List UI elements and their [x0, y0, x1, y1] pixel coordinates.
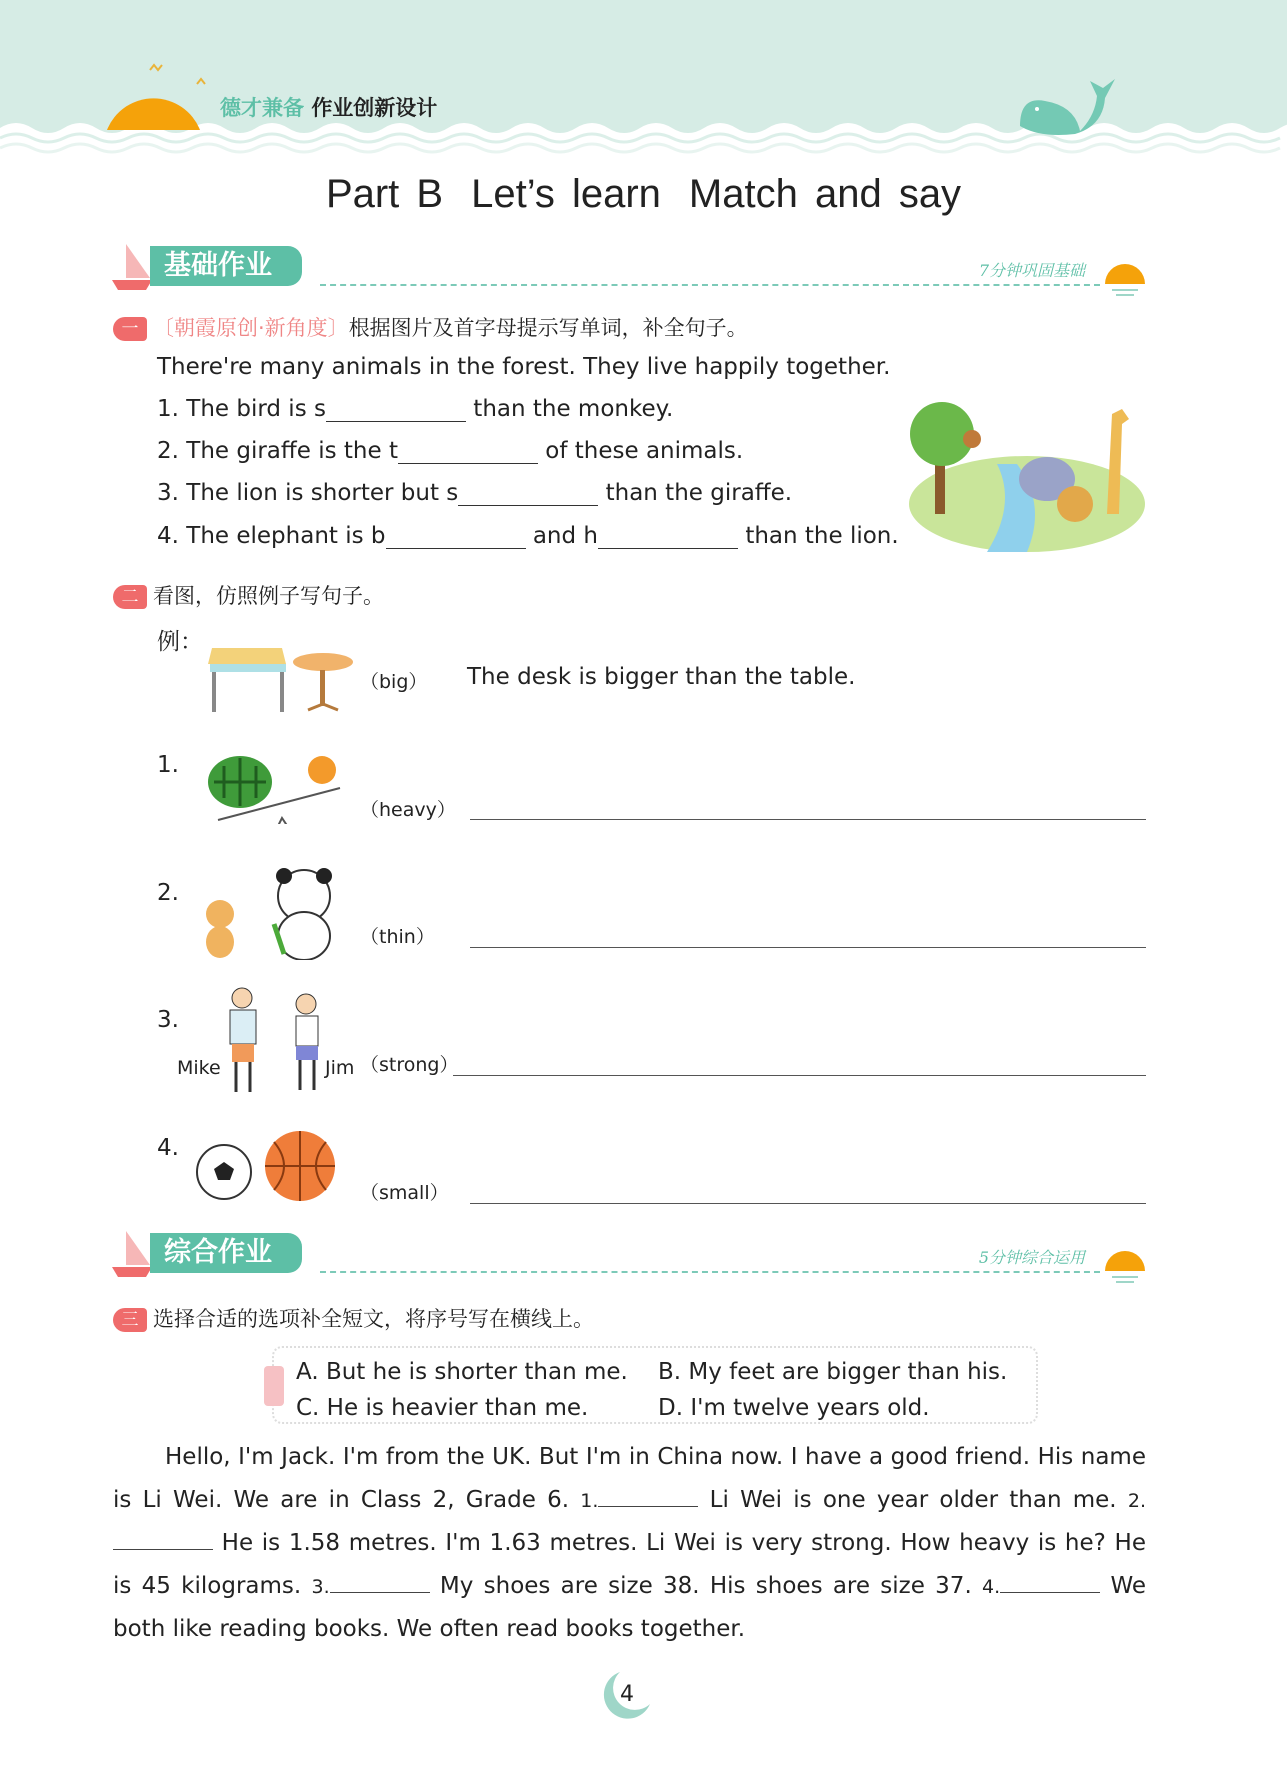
question-instruction: 看图，仿照例子写句子。 [153, 584, 384, 608]
option-d: D. I'm twelve years old. [658, 1395, 930, 1421]
sun-icon [1100, 1243, 1150, 1283]
section-time: 5分钟综合运用 [978, 1248, 1085, 1267]
option-a: A. But he is shorter than me. [296, 1359, 628, 1385]
title-match: Match and say [688, 172, 962, 216]
q1-item-3: 3. The lion is shorter but s than the giraffe. [157, 480, 793, 506]
question-number: 二 [113, 585, 147, 609]
answer-blank[interactable] [326, 396, 466, 422]
q1-item-1: 1. The bird is s than the monkey. [157, 396, 674, 422]
question-instruction: 选择合适的选项补全短文，将序号写在横线上。 [153, 1307, 594, 1331]
box-tab [264, 1366, 284, 1406]
passage: Hello, I'm Jack. I'm from the UK. But I'm in China now. I have a good friend. His name is Li Wei. We are in Class 2, Grade 6. 1. Li Wei is one year older than me. 2. He is 1.58 metres. I'm 1.63 metres. Li Wei is very strong. How heavy is he? He is 45 kilograms. 3. My shoes are size 38. His shoes are size 37. 4. We both like reading books. We often read books together. [113, 1444, 1146, 1642]
q1-item-4: 4. The elephant is b and h than the lion. [157, 523, 899, 549]
divider [320, 1271, 1100, 1273]
answer-blank[interactable] [113, 1526, 213, 1550]
section-label: 基础作业 [150, 246, 302, 286]
q2-item-number: 1. [157, 752, 179, 778]
answer-blank[interactable] [1000, 1569, 1100, 1593]
title-learn: Let’s learn [471, 172, 661, 216]
answer-blank[interactable] [598, 1483, 698, 1507]
answer-blank[interactable] [598, 523, 738, 549]
answer-blank[interactable] [330, 1569, 430, 1593]
question-instruction: 根据图片及首字母提示写单词，补全句子。 [348, 316, 748, 340]
sailboat-icon [110, 1229, 154, 1279]
football-basketball-image [194, 1128, 344, 1204]
page-number: 4 [620, 1682, 634, 1707]
q1-intro: There're many animals in the forest. They live happily together. [157, 354, 891, 380]
answer-blank[interactable] [458, 480, 598, 506]
whale-icon [1015, 76, 1115, 136]
section-time: 7分钟巩固基础 [978, 261, 1085, 280]
divider [320, 284, 1100, 286]
question-number: 一 [113, 317, 147, 341]
answer-line[interactable] [470, 819, 1146, 820]
section-label: 综合作业 [150, 1233, 302, 1273]
q2-header [113, 580, 384, 610]
answer-line[interactable] [470, 947, 1146, 948]
sailboat-icon [110, 242, 154, 292]
watermelon-orange-seesaw-image [204, 748, 344, 824]
q2-item-hint: （strong） [360, 1054, 459, 1076]
q2-item-hint: （small） [360, 1182, 449, 1204]
q1-item-2: 2. The giraffe is the t of these animals. [157, 438, 744, 464]
monkey-panda-image [194, 864, 344, 960]
q2-item-number: 2. [157, 880, 179, 906]
option-c: C. He is heavier than me. [296, 1395, 589, 1421]
answer-line[interactable] [453, 1075, 1146, 1076]
answer-line[interactable] [470, 1203, 1146, 1204]
brand-title [220, 92, 437, 122]
options-box [272, 1346, 1038, 1424]
q1-header [113, 312, 748, 342]
q3-header [113, 1303, 594, 1333]
name-mike: Mike [177, 1057, 221, 1079]
option-b: B. My feet are bigger than his. [658, 1359, 1008, 1385]
title-part: Part B [325, 172, 444, 216]
section-comprehensive-header [110, 1233, 1150, 1279]
forest-animals-image [907, 394, 1147, 554]
answer-blank[interactable] [398, 438, 538, 464]
q2-item-hint: （heavy） [360, 799, 456, 821]
brand-dark: 作业创新设计 [311, 96, 438, 120]
example-answer: The desk is bigger than the table. [467, 664, 856, 690]
brand-green: 德才兼备 [220, 96, 304, 120]
example-label: 例： [157, 629, 203, 655]
question-number: 三 [113, 1308, 147, 1332]
desk-table-image [208, 640, 358, 716]
mike-jim-image [220, 986, 330, 1098]
q2-item-number: 3. [157, 1007, 179, 1033]
q2-item-number: 4. [157, 1135, 179, 1161]
sun-icon [105, 62, 215, 130]
name-jim: Jim [325, 1057, 355, 1079]
page-title [0, 172, 1287, 217]
sun-icon [1100, 256, 1150, 296]
example-hint: （big） [360, 671, 428, 693]
q2-item-hint: （thin） [360, 926, 435, 948]
question-source: 〔朝霞原创·新角度〕 [153, 316, 349, 340]
section-basic-header [110, 246, 1150, 292]
answer-blank[interactable] [386, 523, 526, 549]
